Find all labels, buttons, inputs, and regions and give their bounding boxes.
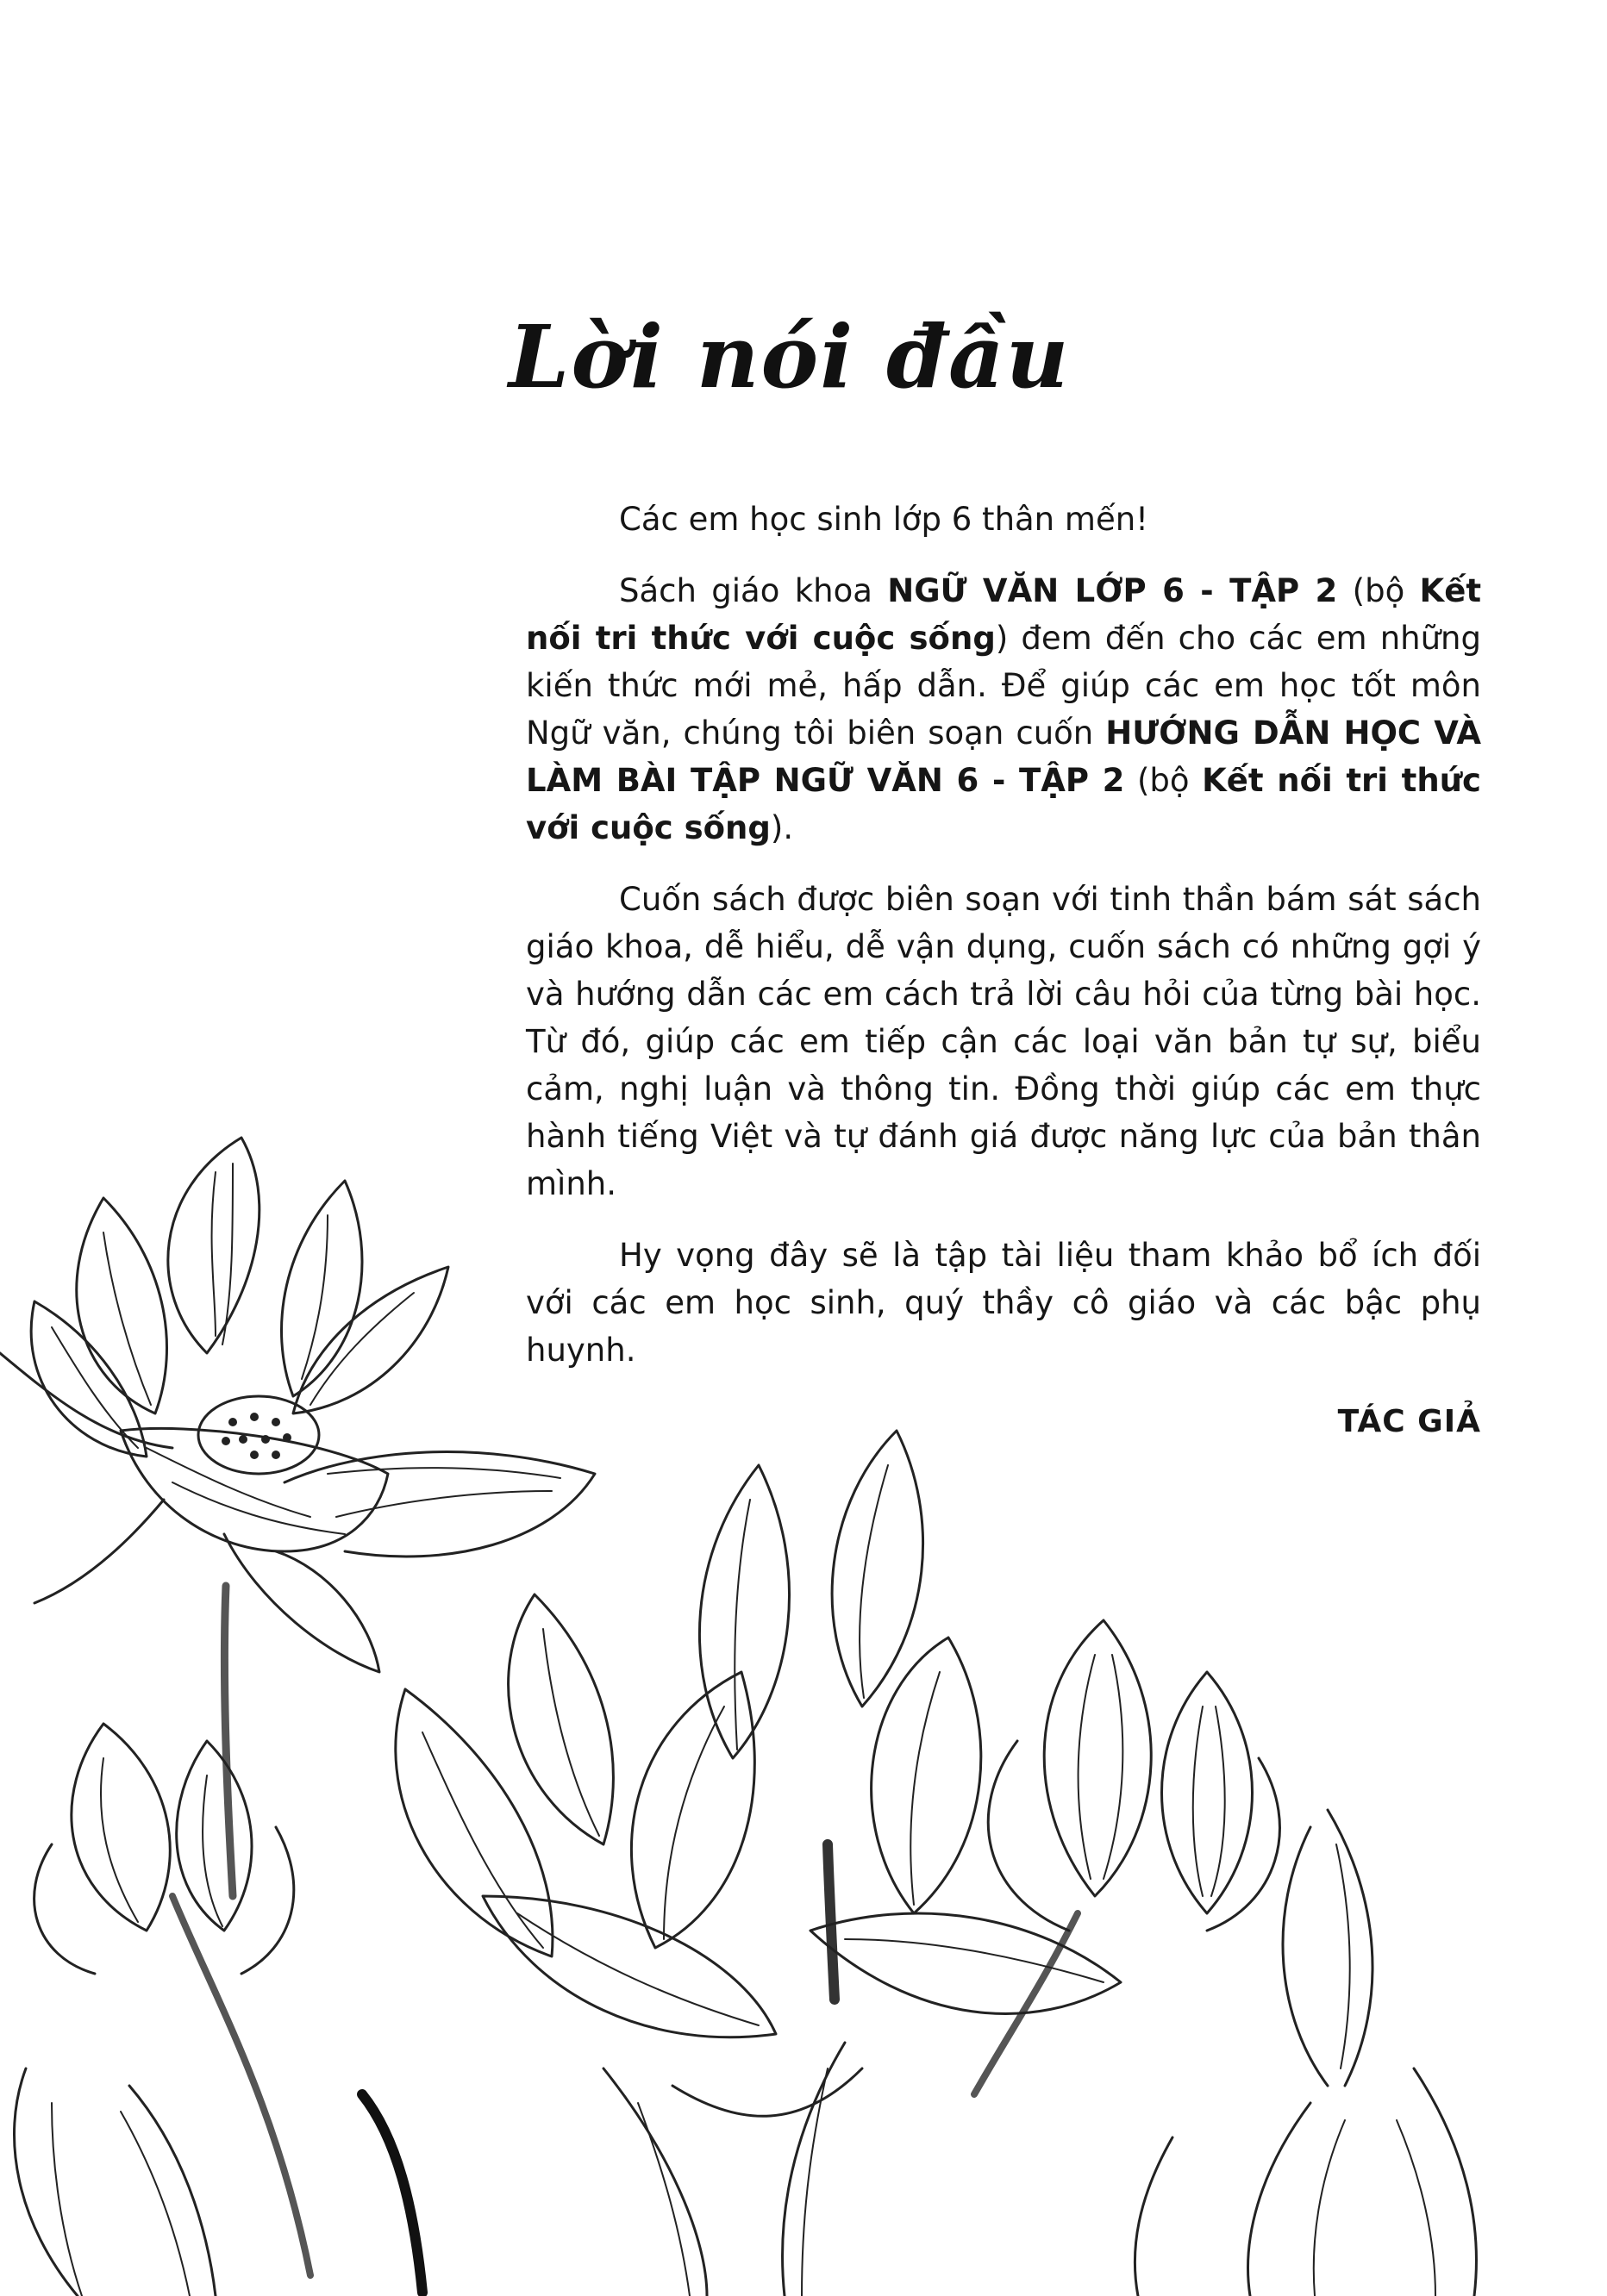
open-lotus (0, 1138, 595, 1672)
paragraph-closing: Hy vọng đây sẽ là tập tài liệu tham khảo bổ ích đối với các em học sinh, quý thầy cô giáo và các bậc phụ huynh. (526, 1237, 1481, 1369)
left-lotus-bud (15, 1724, 294, 2296)
intro-text-3: ) đem đến cho các em những kiến thức mới mẻ, hấp dẫn. Để giúp các em học tốt môn Ngữ văn, chúng tôi biên soạn cuốn (526, 620, 1481, 752)
intro-text-2: (bộ (1337, 572, 1420, 609)
greeting: Các em học sinh lớp 6 thân mến! (619, 501, 1148, 538)
center-lotus (396, 1431, 1121, 2296)
paragraph-book-intro (526, 567, 1481, 852)
bottom-right-petals (1135, 2068, 1476, 2296)
book-title-textbook: NGỮ VĂN LỚP 6 - TẬP 2 (887, 572, 1338, 609)
right-lotus (988, 1620, 1373, 2086)
stems (172, 1586, 1078, 2293)
series-name-2: Kết nối tri thức với cuộc sống (526, 762, 1481, 846)
intro-text-5: ). (770, 809, 794, 846)
book-title-guide: HƯỚNG DẪN HỌC VÀ LÀM BÀI TẬP NGỮ VĂN 6 - TẬP 2 (526, 714, 1482, 799)
intro-text-1: Sách giáo khoa (619, 572, 888, 609)
paragraph-purpose: Cuốn sách được biên soạn với tinh thần bám sát sách giáo khoa, dễ hiểu, dễ vận dụng, cuốn sách có những gợi ý và hướng dẫn các em cách trả lời câu hỏi của từng bài học. Từ đó, giúp các em tiếp cận các loại văn bản tự sự, biểu cảm, nghị luận và thông tin. Đồng thời giúp các em thực hành tiếng Việt và tự đánh giá được năng lực của bản thân mình. (526, 881, 1481, 1202)
author-signature: TÁC GIẢ (1337, 1404, 1481, 1439)
series-name: Kết nối tri thức với cuộc sống (526, 572, 1481, 657)
lotus-flowers-illustration (0, 1069, 1607, 2296)
intro-text-4: (bộ (1124, 762, 1203, 799)
page-title: Lời nói đầu (509, 306, 1071, 408)
